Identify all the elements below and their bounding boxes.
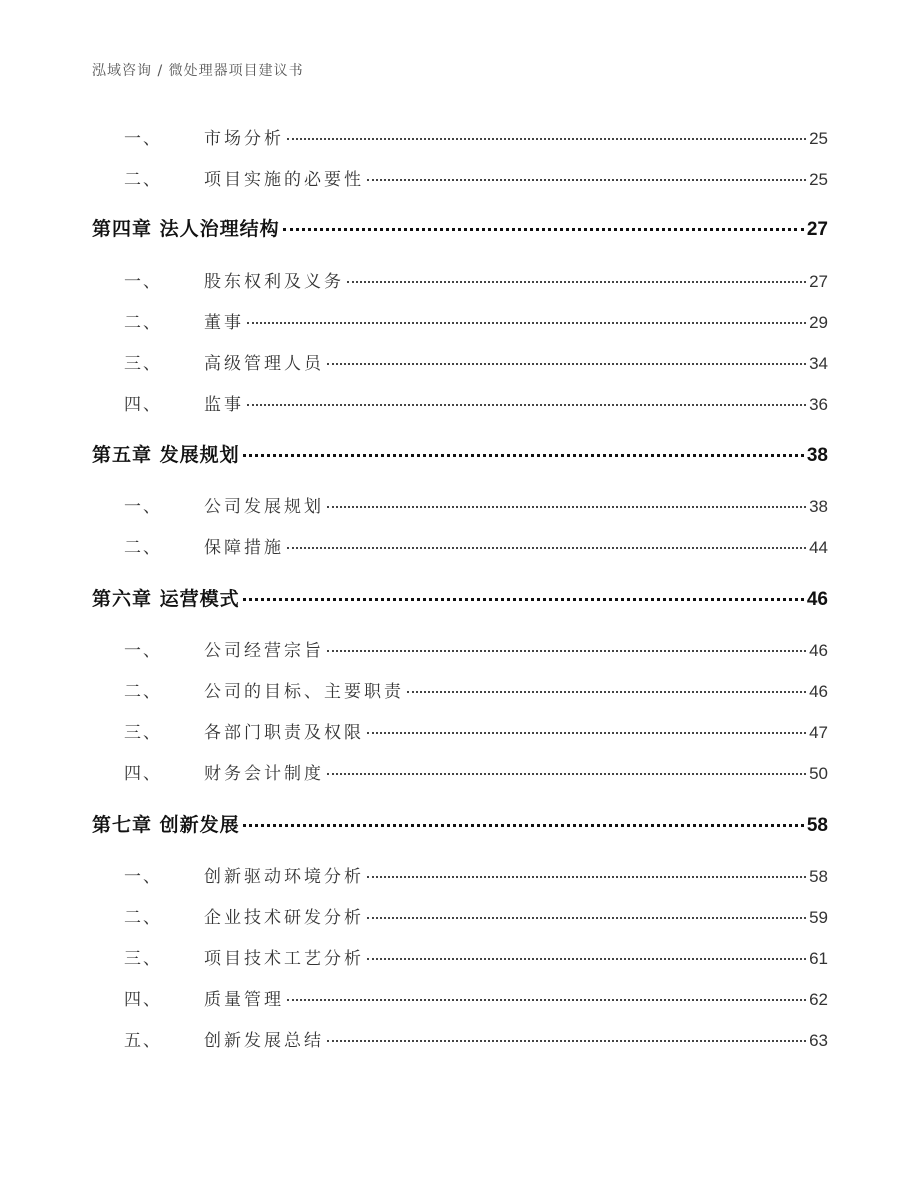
toc-entry-title: 财务会计制度 xyxy=(204,764,324,784)
dot-leader xyxy=(287,547,806,549)
toc-entry-page: 25 xyxy=(809,129,828,148)
toc-entry-title: 市场分析 xyxy=(204,129,284,149)
toc-entry-title: 公司发展规划 xyxy=(204,497,324,517)
toc-entry[interactable] xyxy=(92,349,828,374)
toc-entry-title: 各部门职责及权限 xyxy=(204,723,364,743)
toc-entry[interactable] xyxy=(92,677,828,702)
toc-entry-page: 36 xyxy=(809,395,828,414)
toc-entry-number: 三、 xyxy=(124,949,162,969)
toc-chapter-title: 第五章 发展规划 xyxy=(92,444,240,466)
dot-leader xyxy=(327,506,806,508)
toc-entry-number: 三、 xyxy=(124,354,162,374)
toc-entry-page: 34 xyxy=(809,354,828,373)
toc-entry[interactable] xyxy=(92,862,828,887)
toc-entry-page: 29 xyxy=(809,313,828,332)
toc-chapter-title: 第七章 创新发展 xyxy=(92,814,240,836)
dot-leader xyxy=(283,228,804,231)
toc-entry-number: 五、 xyxy=(124,1031,162,1051)
toc-entry[interactable] xyxy=(92,759,828,784)
toc-entry[interactable] xyxy=(92,124,828,149)
toc-entry-page: 25 xyxy=(809,170,828,189)
toc-entry-page: 62 xyxy=(809,990,828,1009)
toc-entry[interactable] xyxy=(92,165,828,190)
toc-entry-title: 高级管理人员 xyxy=(204,354,324,374)
toc-chapter-page: 58 xyxy=(806,815,828,836)
dot-leader xyxy=(367,179,806,181)
dot-leader xyxy=(243,598,804,601)
toc-chapter[interactable] xyxy=(92,214,828,241)
toc-entry-page: 58 xyxy=(809,867,828,886)
toc-entry[interactable] xyxy=(92,718,828,743)
toc-entry[interactable] xyxy=(92,944,828,969)
toc-entry[interactable] xyxy=(92,267,828,292)
toc-entry-number: 一、 xyxy=(124,129,162,149)
toc-entry-number: 一、 xyxy=(124,497,162,517)
toc-entry-number: 一、 xyxy=(124,867,162,887)
toc-chapter-title: 第四章 法人治理结构 xyxy=(92,218,280,240)
dot-leader xyxy=(327,773,806,775)
toc-entry-number: 二、 xyxy=(124,682,162,702)
toc-entry-title: 项目技术工艺分析 xyxy=(204,949,364,969)
toc-entry-page: 61 xyxy=(809,949,828,968)
toc-entry-page: 63 xyxy=(809,1031,828,1050)
toc-entry-page: 50 xyxy=(809,764,828,783)
toc-entry-title: 保障措施 xyxy=(204,538,284,558)
toc-entry-title: 质量管理 xyxy=(204,990,284,1010)
toc-entry-page: 44 xyxy=(809,538,828,557)
dot-leader xyxy=(247,404,806,406)
toc-entry[interactable] xyxy=(92,308,828,333)
dot-leader xyxy=(327,363,806,365)
dot-leader xyxy=(287,138,806,140)
toc-entry-title: 股东权利及义务 xyxy=(204,272,344,292)
toc-entry-title: 监事 xyxy=(204,395,244,415)
toc-entry[interactable] xyxy=(92,903,828,928)
toc-entry-page: 46 xyxy=(809,641,828,660)
toc-entry-page: 27 xyxy=(809,272,828,291)
toc-entry-page: 38 xyxy=(809,497,828,516)
toc-entry-page: 47 xyxy=(809,723,828,742)
toc-entry-number: 一、 xyxy=(124,272,162,292)
dot-leader xyxy=(367,876,806,878)
toc-chapter-title: 第六章 运营模式 xyxy=(92,588,240,610)
dot-leader xyxy=(367,732,806,734)
toc-chapter[interactable] xyxy=(92,440,828,467)
toc-entry-title: 创新发展总结 xyxy=(204,1031,324,1051)
toc-entry-title: 企业技术研发分析 xyxy=(204,908,364,928)
dot-leader xyxy=(407,691,806,693)
toc-entry-number: 二、 xyxy=(124,170,162,190)
toc-entry-number: 四、 xyxy=(124,990,162,1010)
toc-entry[interactable] xyxy=(92,492,828,517)
toc-chapter-page: 38 xyxy=(806,445,828,466)
toc-entry-title: 董事 xyxy=(204,313,244,333)
dot-leader xyxy=(243,824,804,827)
toc-entry-title: 公司经营宗旨 xyxy=(204,641,324,661)
toc-chapter[interactable] xyxy=(92,584,828,611)
toc-entry-number: 一、 xyxy=(124,641,162,661)
dot-leader xyxy=(367,958,806,960)
toc-chapter[interactable] xyxy=(92,810,828,837)
dot-leader xyxy=(347,281,806,283)
toc-entry-title: 创新驱动环境分析 xyxy=(204,867,364,887)
toc-entry-number: 二、 xyxy=(124,908,162,928)
dot-leader xyxy=(243,454,804,457)
toc-entry-page: 46 xyxy=(809,682,828,701)
toc-entry[interactable] xyxy=(92,533,828,558)
toc-entry-number: 二、 xyxy=(124,538,162,558)
toc-entry[interactable] xyxy=(92,636,828,661)
toc-entry-number: 四、 xyxy=(124,764,162,784)
toc-entry[interactable] xyxy=(92,390,828,415)
dot-leader xyxy=(287,999,806,1001)
toc-entry-number: 二、 xyxy=(124,313,162,333)
toc-chapter-page: 46 xyxy=(806,589,828,610)
dot-leader xyxy=(247,322,806,324)
toc-entry-title: 项目实施的必要性 xyxy=(204,170,364,190)
toc-entry-number: 三、 xyxy=(124,723,162,743)
toc-chapter-page: 27 xyxy=(806,219,828,240)
dot-leader xyxy=(327,650,806,652)
toc-entry[interactable] xyxy=(92,1026,828,1051)
toc-entry[interactable] xyxy=(92,985,828,1010)
running-header: 泓域咨询 / 微处理器项目建议书 xyxy=(92,63,304,79)
dot-leader xyxy=(327,1040,806,1042)
dot-leader xyxy=(367,917,806,919)
toc-entry-number: 四、 xyxy=(124,395,162,415)
toc-entry-page: 59 xyxy=(809,908,828,927)
toc-entry-title: 公司的目标、主要职责 xyxy=(204,682,404,702)
